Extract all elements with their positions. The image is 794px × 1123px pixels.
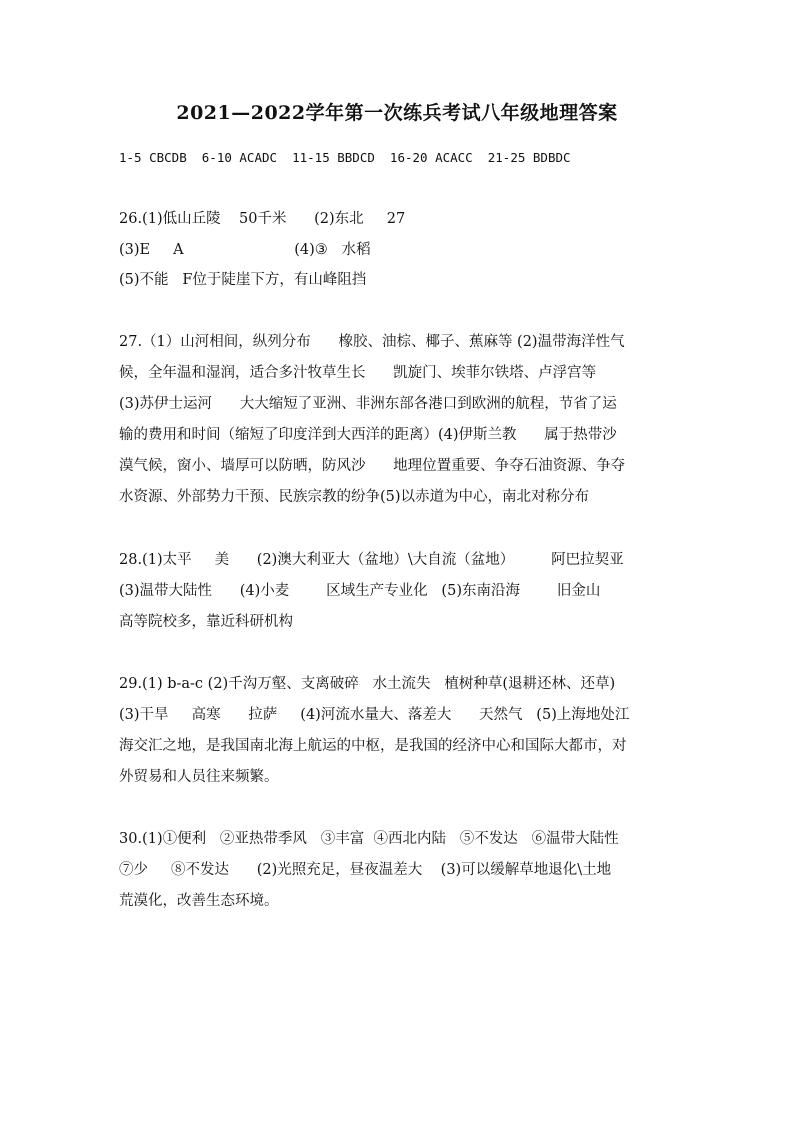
q27-line-6: 水资源、外部势力干预、民族宗教的纷争(5)以赤道为中心，南北对称分布 xyxy=(119,489,590,505)
page-title: 2021—2022学年第一次练兵考试八年级地理答案 xyxy=(176,102,618,124)
q28-line-2: (3)温带大陆性 (4)小麦 区域生产专业化 (5)东南沿海 旧金山 xyxy=(119,583,601,599)
q30-line-2: ⑦少 ⑧不发达 (2)光照充足，昼夜温差大 (3)可以缓解草地退化\土地 xyxy=(119,862,612,878)
q27-line-3: (3)苏伊士运河 大大缩短了亚洲、非洲东部各港口到欧洲的航程，节省了运 xyxy=(119,396,617,412)
q26-line-3: (5)不能 F位于陡崖下方，有山峰阻挡 xyxy=(119,272,367,288)
q28-line-1: 28.(1)太平 美 (2)澳大利亚大（盆地）\大自流（盆地） 阿巴拉契亚 xyxy=(119,552,624,568)
q27-line-1: 27.（1）山河相间，纵列分布 橡胶、油棕、椰子、蕉麻等 (2)温带海洋性气 xyxy=(119,334,625,350)
q29-line-4: 外贸易和人员往来频繁。 xyxy=(119,769,279,785)
q26-line-2: (3)E A (4)③ 水稻 xyxy=(119,242,371,258)
q27-line-2: 候，全年温和湿润，适合多汁牧草生长 凯旋门、埃菲尔铁塔、卢浮宫等 xyxy=(119,365,597,381)
q26-line-1: 26.(1)低山丘陵 50千米 (2)东北 27 xyxy=(119,211,406,227)
q27-line-5: 漠气候，窗小、墙厚可以防晒，防风沙 地理位置重要、争夺石油资源、争夺 xyxy=(119,458,626,474)
q30-line-1: 30.(1)①便利 ②亚热带季风 ③丰富 ④西北内陆 ⑤不发达 ⑥温带大陆性 xyxy=(119,831,619,847)
mcq-answers: 1-5 CBCDB 6-10 ACADC 11-15 BBDCD 16-20 ACACC 21-25 BDBDC xyxy=(119,150,571,165)
q29-line-2: (3)干旱 高寒 拉萨 (4)河流水量大、落差大 天然气 (5)上海地处江 xyxy=(119,707,630,723)
q30-line-3: 荒漠化，改善生态环境。 xyxy=(119,893,279,909)
q29-line-3: 海交汇之地，是我国南北海上航运的中枢，是我国的经济中心和国际大都市，对 xyxy=(119,738,627,754)
q29-line-1: 29.(1) b-a-c (2)千沟万壑、支离破碎 水土流失 植树种草(退耕还林、还草) xyxy=(119,676,616,692)
q27-line-4: 输的费用和时间（缩短了印度洋到大西洋的距离）(4)伊斯兰教 属于热带沙 xyxy=(119,427,617,443)
q28-line-3: 高等院校多，靠近科研机构 xyxy=(119,614,293,630)
